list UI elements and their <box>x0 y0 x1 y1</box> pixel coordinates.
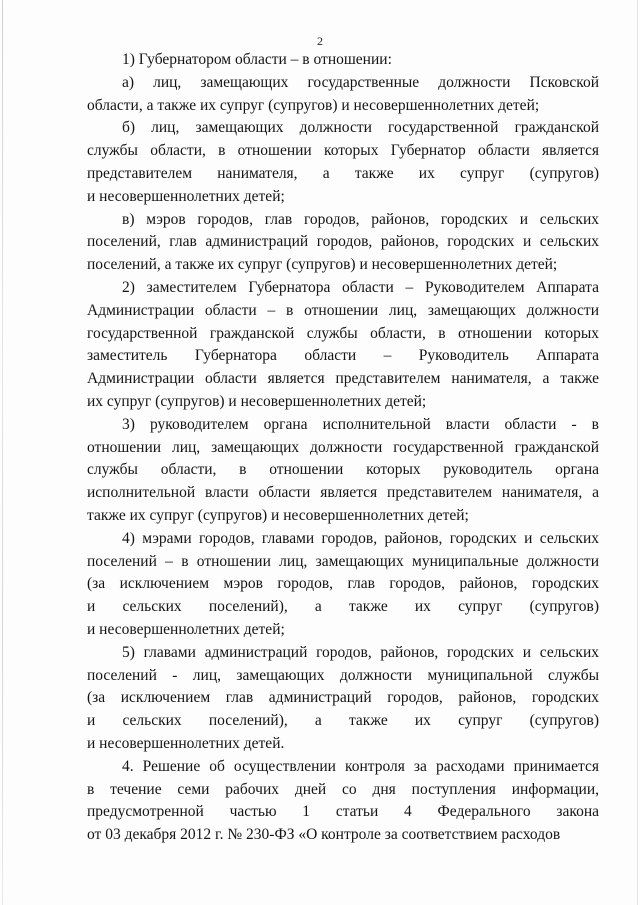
text-line: и несовершеннолетних детей. <box>87 734 285 752</box>
text-line: поселений – в отношении лиц, замещающих муниципальные должности <box>87 552 599 570</box>
paragraph-item-1b <box>87 117 599 208</box>
text-line: поселений, а также их супруг (супругов) и несовершеннолетних детей; <box>87 256 558 274</box>
text-line: заместитель Губернатора области – Руководитель Аппарата <box>87 347 599 365</box>
document-body <box>87 49 599 847</box>
text-line: Администрации области является представителем нанимателя, а также <box>87 370 599 388</box>
text-line: от 03 декабря 2012 г. № 230-ФЗ «О контроле за соответствием расходов <box>87 826 561 844</box>
text-line: службы области, в отношении которых руководитель органа <box>87 461 599 479</box>
text-line: 3) руководителем органа исполнительной власти области - в <box>122 415 599 433</box>
text-line: (за исключением мэров городов, глав городов, районов, городских <box>87 575 599 593</box>
paragraph-item-1c <box>87 209 599 277</box>
scan-edge-left <box>2 0 3 905</box>
paragraph-item-5 <box>87 642 599 756</box>
paragraph-item-2 <box>87 277 599 414</box>
text-line: 5) главами администраций городов, районов, городских и сельских <box>122 643 599 661</box>
paragraph-item-1 <box>87 49 599 72</box>
text-line: и несовершеннолетних детей; <box>87 187 285 205</box>
text-line: также их супруг (супругов) и несовершеннолетних детей; <box>87 506 469 524</box>
text-line: и сельских поселений), а также их супруг (супругов) <box>87 712 599 730</box>
text-line: и несовершеннолетних детей; <box>87 620 285 638</box>
text-line: а) лиц, замещающих государственные должности Псковской <box>122 73 599 91</box>
page-number: 2 <box>317 34 323 48</box>
paragraph-item-1a <box>87 72 599 118</box>
paragraph-item-3 <box>87 414 599 528</box>
paragraph-section-4 <box>87 756 599 847</box>
text-line: их супруг (супругов) и несовершеннолетних детей; <box>87 392 427 410</box>
text-line: поселений - лиц, замещающих должности муниципальной службы <box>87 666 599 684</box>
text-line: и сельских поселений), а также их супруг (супругов) <box>87 598 599 616</box>
text-line: 4. Решение об осуществлении контроля за расходами принимается <box>122 757 599 775</box>
text-line: 1) Губернатором области – в отношении: <box>122 51 392 68</box>
scan-edge-right <box>637 0 638 905</box>
text-line: поселений, глав администраций городов, районов, городских и сельских <box>87 233 599 251</box>
text-line: в) мэров городов, глав городов, районов, городских и сельских <box>122 210 599 228</box>
text-line: государственной гражданской службы области, в отношении которых <box>87 324 599 342</box>
text-line: службы области, в отношении которых Губернатор области является <box>87 142 599 160</box>
text-line: представителем нанимателя, а также их супруг (супругов) <box>87 164 599 182</box>
text-line: предусмотренной частью 1 статьи 4 Федерального закона <box>87 803 599 821</box>
text-line: исполнительной власти области является представителем нанимателя, а <box>87 484 599 502</box>
paragraph-item-4 <box>87 528 599 642</box>
text-line: области, а также их супруг (супругов) и несовершеннолетних детей; <box>87 96 540 114</box>
text-line: в течение семи рабочих дней со дня поступления информации, <box>87 780 599 798</box>
text-line: 2) заместителем Губернатора области – Руководителем Аппарата <box>122 278 599 296</box>
text-line: 4) мэрами городов, главами городов, районов, городских и сельских <box>122 529 599 547</box>
text-line: отношении лиц, замещающих должности государственной гражданской <box>87 438 599 456</box>
text-line: Администрации области – в отношении лиц, замещающих должности <box>87 301 599 319</box>
text-line: (за исключением глав администраций городов, районов, городских <box>87 689 599 707</box>
text-line: б) лиц, замещающих должности государственной гражданской <box>122 119 599 137</box>
